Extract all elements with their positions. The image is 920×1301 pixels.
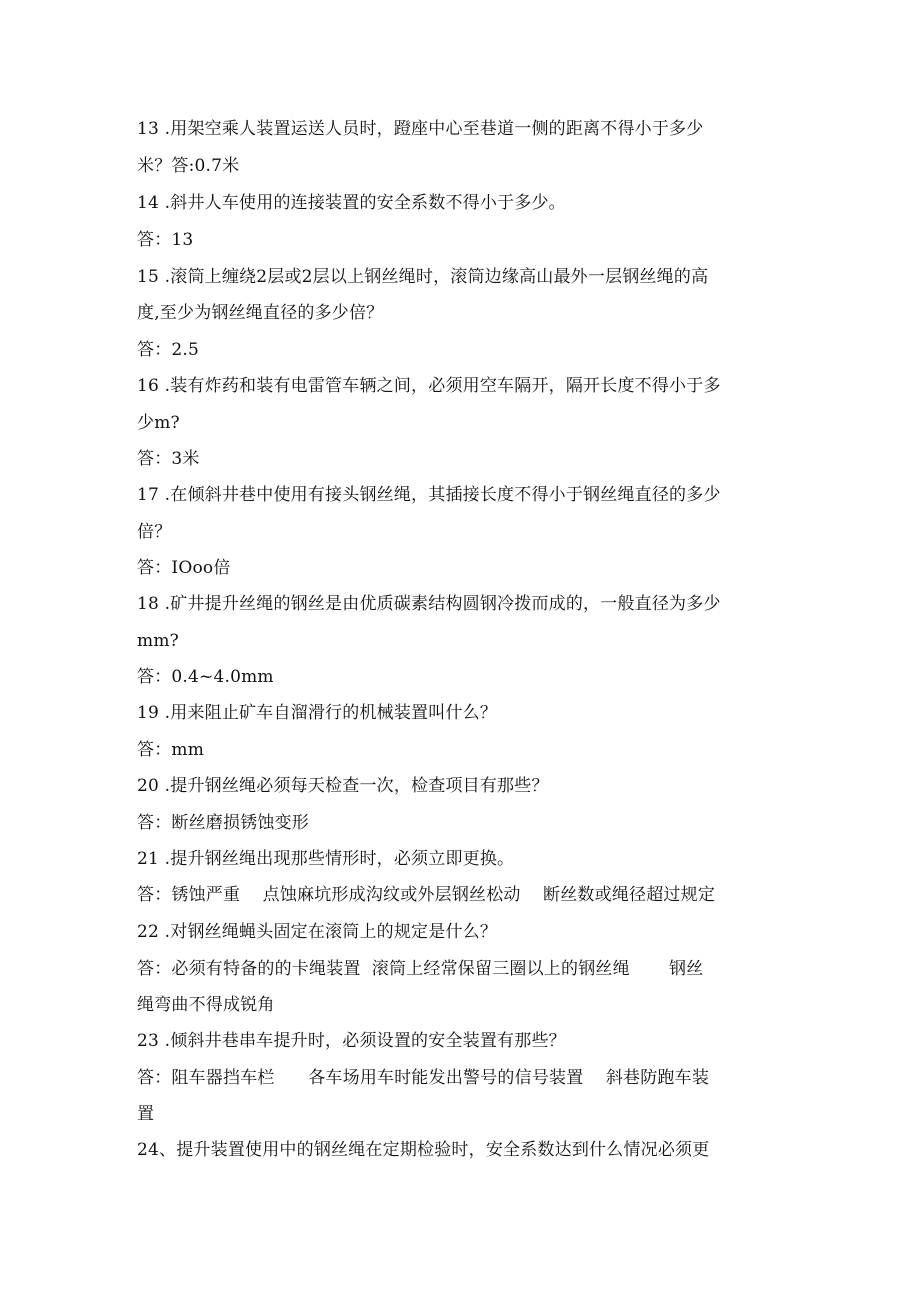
question-13-line-1: 13 .用架空乘人装置运送人员时，蹬座中心至巷道一侧的距离不得小于多少: [137, 119, 704, 139]
question-13-line-2: 米？答:0.7米: [137, 156, 240, 176]
answer-19: 答：mm: [137, 740, 205, 760]
question-17-line-1: 17 .在倾斜井巷中使用有接头钢丝绳，其插接长度不得小于钢丝绳直径的多少: [137, 485, 721, 505]
answer-22-line-2: 绳弯曲不得成锐角: [137, 995, 275, 1015]
answer-23-line-1: 答：阻车器挡车栏 各车场用车时能发出警号的信号装置 斜巷防跑车装: [137, 1068, 710, 1088]
answer-17: 答：IOoo倍: [137, 558, 231, 578]
question-15-line-2: 度,至少为钢丝绳直径的多少倍？: [137, 303, 384, 323]
question-18-line-2: mm?: [137, 631, 179, 651]
question-14: 14 .斜井人车使用的连接装置的安全系数不得小于多少。: [137, 193, 566, 213]
answer-18: 答：0.4~4.0mm: [137, 667, 274, 687]
question-18-line-1: 18 .矿井提升丝绳的钢丝是由优质碳素结构圆钢冷拨而成的，一般直径为多少: [137, 594, 721, 614]
question-21: 21 .提升钢丝绳出现那些情形时，必须立即更换。: [137, 849, 515, 869]
answer-15: 答：2.5: [137, 340, 200, 360]
question-22: 22 .对钢丝绳蝇头固定在滚筒上的规定是什么？: [137, 922, 498, 942]
answer-20: 答：断丝磨损锈蚀变形: [137, 813, 309, 833]
question-15-line-1: 15 .滚筒上缠绕2层或2层以上钢丝绳时，滚筒边缘高山最外一层钢丝绳的高: [137, 267, 709, 287]
question-24: 24、提升装置使用中的钢丝绳在定期检验时，安全系数达到什么情况必须更: [137, 1140, 710, 1160]
question-16-line-2: 少m?: [137, 413, 180, 433]
answer-23-line-2: 置: [137, 1104, 155, 1124]
answer-14: 答：13: [137, 230, 194, 250]
question-17-line-2: 倍？: [137, 522, 172, 542]
answer-22-line-1: 答：必须有特备的的卡绳装置 滚筒上经常保留三圈以上的钢丝绳 钢丝: [137, 959, 704, 979]
question-20: 20 .提升钢丝绳必须每天检查一次，检查项目有那些？: [137, 776, 549, 796]
question-16-line-1: 16 .装有炸药和装有电雷管车辆之间，必须用空车隔开，隔开长度不得小于多: [137, 376, 721, 396]
answer-16: 答：3米: [137, 449, 200, 469]
question-19: 19 .用来阻止矿车自溜滑行的机械装置叫什么？: [137, 703, 498, 723]
question-23: 23 .倾斜井巷串车提升时，必须设置的安全装置有那些？: [137, 1031, 566, 1051]
answer-21: 答：锈蚀严重 点蚀麻坑形成沟纹或外层钢丝松动 断丝数或绳径超过规定: [137, 885, 716, 905]
